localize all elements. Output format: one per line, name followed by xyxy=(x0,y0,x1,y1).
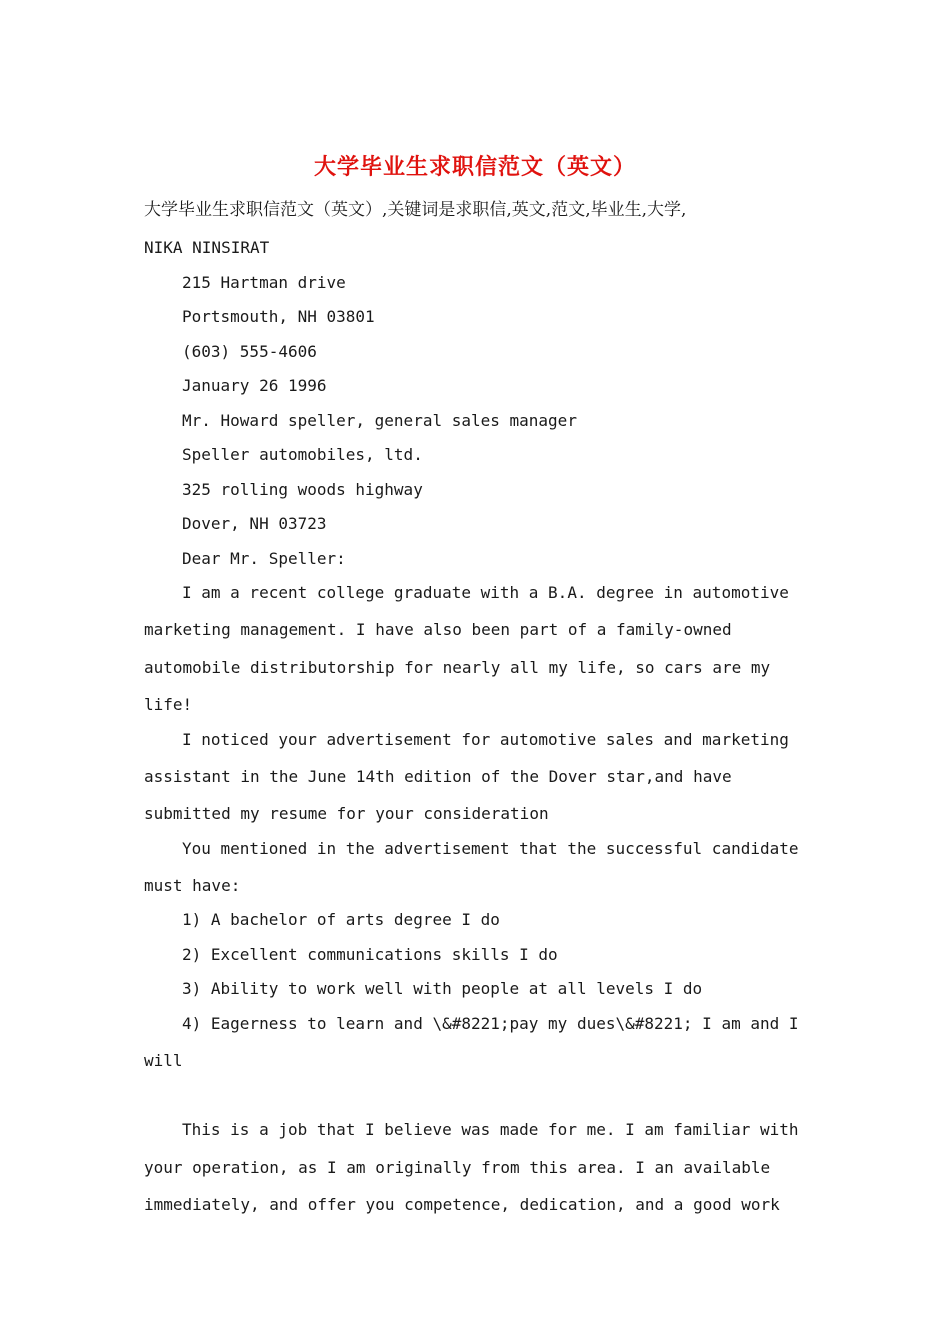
sender-phone: (603) 555-4606 xyxy=(182,342,317,361)
letter-date: January 26 1996 xyxy=(182,376,327,395)
sender-city: Portsmouth, NH 03801 xyxy=(182,307,375,326)
paragraph-line: You mentioned in the advertisement that the successful candidate xyxy=(182,839,799,858)
document-title: 大学毕业生求职信范文（英文） xyxy=(313,154,636,180)
paragraph-line: must have: xyxy=(144,876,241,895)
paragraph-line: immediately, and offer you competence, dedication, and a good work xyxy=(144,1195,780,1214)
list-item: 1) A bachelor of arts degree I do xyxy=(182,910,500,929)
paragraph-line: assistant in the June 14th edition of the Dover star,and have xyxy=(144,767,732,786)
salutation: Dear Mr. Speller: xyxy=(182,549,346,568)
list-item: 4) Eagerness to learn and \&#8221;pay my dues\&#8221; I am and I xyxy=(182,1014,799,1033)
list-item-continuation: will xyxy=(144,1051,183,1070)
paragraph-line: marketing management. I have also been part of a family-owned xyxy=(144,620,732,639)
recipient-name: Mr. Howard speller, general sales manager xyxy=(182,411,577,430)
paragraph-line: submitted my resume for your consideration xyxy=(144,804,549,823)
paragraph-line: automobile distributorship for nearly all my life, so cars are my xyxy=(144,658,771,677)
paragraph-line: I am a recent college graduate with a B.A. degree in automotive xyxy=(182,583,789,602)
paragraph-line: I noticed your advertisement for automotive sales and marketing xyxy=(182,730,789,749)
document-subtitle: 大学毕业生求职信范文（英文）,关键词是求职信,英文,范文,毕业生,大学, xyxy=(144,200,687,220)
paragraph-line: life! xyxy=(144,695,193,714)
list-item: 2) Excellent communications skills I do xyxy=(182,945,558,964)
paragraph-line: This is a job that I believe was made for me. I am familiar with xyxy=(182,1120,799,1139)
list-item: 3) Ability to work well with people at all levels I do xyxy=(182,979,703,998)
recipient-company: Speller automobiles, ltd. xyxy=(182,445,423,464)
paragraph-line: your operation, as I am originally from this area. I an available xyxy=(144,1158,771,1177)
sender-street: 215 Hartman drive xyxy=(182,273,346,292)
recipient-street: 325 rolling woods highway xyxy=(182,480,423,499)
recipient-city: Dover, NH 03723 xyxy=(182,514,327,533)
sender-name: NIKA NINSIRAT xyxy=(144,238,270,257)
